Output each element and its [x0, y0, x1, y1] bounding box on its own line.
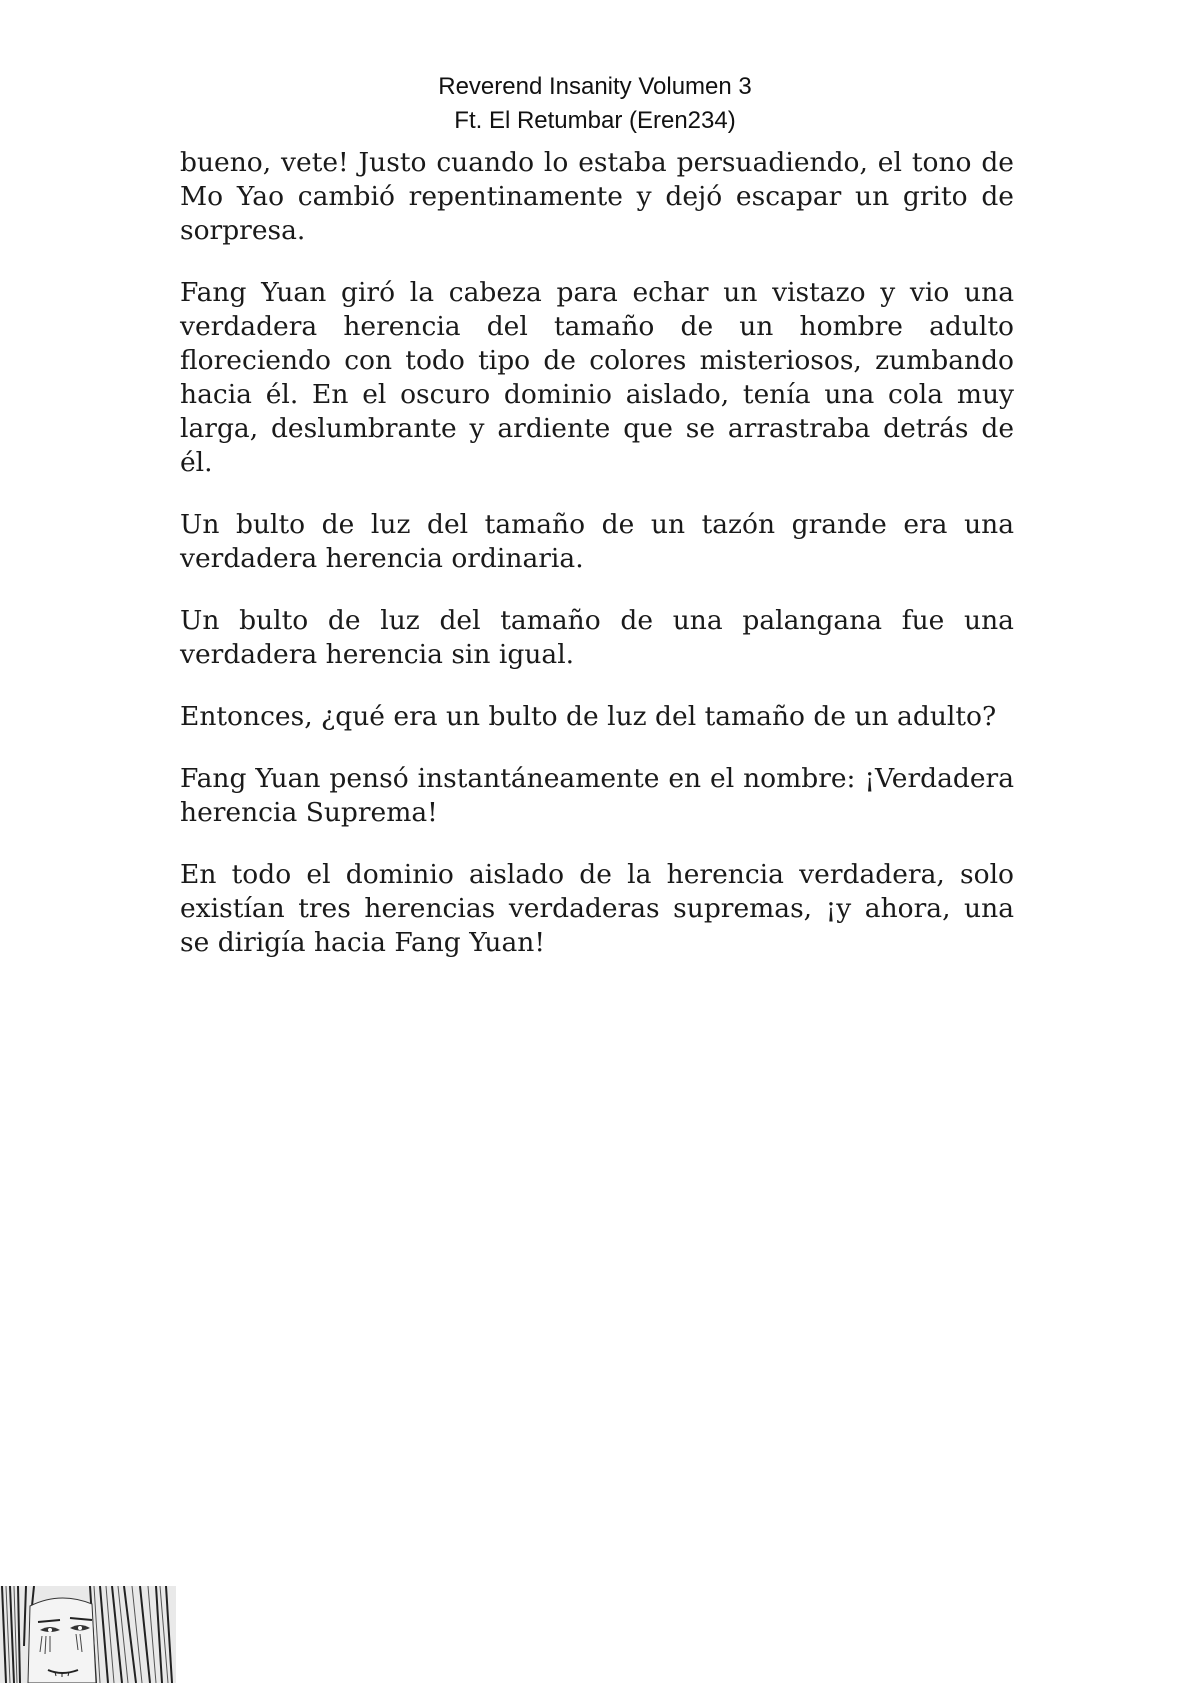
page-header [0, 70, 1190, 138]
paragraph: Un bulto de luz del tamaño de una palangana fue una verdadera herencia sin igual. [180, 605, 1014, 670]
paragraph: bueno, vete! Justo cuando lo estaba persuadiendo, el tono de Mo Yao cambió repentinamente y dejó escapar un grito de sorpresa. [180, 147, 1014, 246]
header-title: Reverend Insanity Volumen 3 [438, 73, 752, 100]
header-subtitle: Ft. El Retumbar (Eren234) [454, 107, 736, 134]
paragraph: Un bulto de luz del tamaño de un tazón grande era una verdadera herencia ordinaria. [180, 509, 1014, 574]
page-body [180, 146, 1014, 988]
paragraph: Fang Yuan giró la cabeza para echar un vistazo y vio una verdadera herencia del tamaño de un hombre adulto floreciendo con todo tipo de colores misteriosos, zumbando hacia él. En el oscuro dominio aislado, tenía una cola muy larga, deslumbrante y ardiente que se arrastraba detrás de él. [180, 277, 1014, 478]
paragraph: Fang Yuan pensó instantáneamente en el nombre: ¡Verdadera herencia Suprema! [180, 763, 1014, 828]
paragraph: En todo el dominio aislado de la herencia verdadera, solo existían tres herencias verdaderas supremas, ¡y ahora, una se dirigía hacia Fang Yuan! [180, 859, 1014, 958]
manga-character-illustration-icon [0, 1586, 176, 1683]
paragraph: Entonces, ¿qué era un bulto de luz del tamaño de un adulto? [180, 701, 997, 732]
